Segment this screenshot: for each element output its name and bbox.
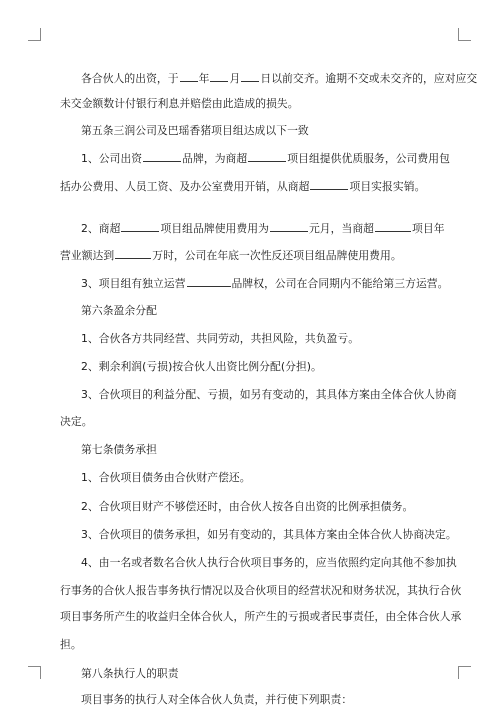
text-run: 年 <box>198 72 210 85</box>
paragraph-line: 担。 <box>60 638 82 651</box>
section-heading-article-8: 第八条执行人的职责 <box>81 667 179 680</box>
paragraph-line <box>60 178 440 194</box>
text-run: 营业额达到 <box>60 249 115 262</box>
text-run: 项目年 <box>412 222 445 235</box>
fill-blank <box>121 220 159 232</box>
section-heading-article-6: 第六条盈余分配 <box>81 304 157 317</box>
text-run: 元月，当商超 <box>308 222 375 235</box>
text-run: 月 <box>229 72 241 85</box>
paragraph-line <box>60 275 461 291</box>
fill-blank <box>310 178 348 190</box>
fill-blank <box>210 70 228 82</box>
fill-blank <box>115 247 151 259</box>
page-corner-mark-top-left <box>28 28 41 41</box>
paragraph-line: 1、合伙项目债务由合伙财产偿还。 <box>81 471 251 484</box>
page-corner-mark-top-right <box>458 28 471 41</box>
text-run: 项目组提供优质服务，公司费用包 <box>287 152 450 165</box>
paragraph-line: 决定。 <box>60 415 93 428</box>
fill-blank <box>143 150 181 162</box>
section-heading-article-5: 第五条三润公司及巴瑶香猪项目组达成以下一致 <box>81 124 309 137</box>
text-run: 各合伙人的出资，于 <box>81 72 179 85</box>
paragraph-line: 2、剩余利润(亏损)按合伙人出资比例分配(分担)。 <box>81 360 322 373</box>
paragraph-line: 未交金额数计付银行利息并赔偿由此造成的损失。 <box>60 97 299 110</box>
paragraph-line: 项目事务的执行人对全体合伙人负责，并行使下列职责： <box>81 693 353 706</box>
text-run: 3、项目组有独立运营 <box>81 277 186 290</box>
text-run: 项目实报实销。 <box>349 180 426 193</box>
fill-blank <box>375 220 411 232</box>
page-corner-mark-bottom-left <box>28 666 41 679</box>
text-run: 万时，公司在年底一次性反还项目组品牌使用费用。 <box>152 249 402 262</box>
text-run: 括办公费用、人员工资、及办公室费用开销，从商超 <box>60 180 310 193</box>
fill-blank <box>180 70 198 82</box>
fill-blank <box>187 275 231 287</box>
paragraph-line: 行事务的合伙人报告事务执行情况以及合伙项目的经营状况和财务状况，其执行合伙 <box>60 584 462 597</box>
text-run: 1、公司出资 <box>81 152 143 165</box>
fill-blank <box>248 150 286 162</box>
paragraph-line: 1、合伙各方共同经营、共同劳动，共担风险，共负盈亏。 <box>81 332 360 345</box>
paragraph-line <box>60 247 440 263</box>
paragraph-line <box>60 70 478 86</box>
text-run: 2、商超 <box>81 222 121 235</box>
paragraph-line <box>60 220 461 236</box>
text-run: 品牌权，公司在合同期内不能给第三方运营。 <box>231 277 449 290</box>
paragraph-line: 项目事务所产生的收益归全体合伙人，所产生的亏损或者民事责任，由全体合伙人承 <box>60 610 462 623</box>
text-run: 日以前交齐。逾期不交或未交齐的，应对应交 <box>260 72 478 85</box>
text-run: 项目组品牌使用费用为 <box>160 222 269 235</box>
paragraph-line: 3、合伙项目的债务承担，如另有变动的，其具体方案由全体合伙人协商决定。 <box>81 528 457 541</box>
paragraph-line <box>60 150 461 166</box>
fill-blank <box>270 220 308 232</box>
text-run: 品牌，为商超 <box>182 152 248 165</box>
paragraph-line: 2、合伙项目财产不够偿还时，由合伙人按各自出资的比例承担债务。 <box>81 500 414 513</box>
paragraph-line: 4、由一名或者数名合伙人执行合伙项目事务的，应当依照约定向其他不参加执 <box>81 556 457 569</box>
section-heading-article-7: 第七条债务承担 <box>81 443 157 456</box>
fill-blank <box>241 70 259 82</box>
paragraph-line: 3、合伙项目的利益分配、亏损，如另有变动的，其具体方案由全体合伙人协商 <box>81 388 457 401</box>
